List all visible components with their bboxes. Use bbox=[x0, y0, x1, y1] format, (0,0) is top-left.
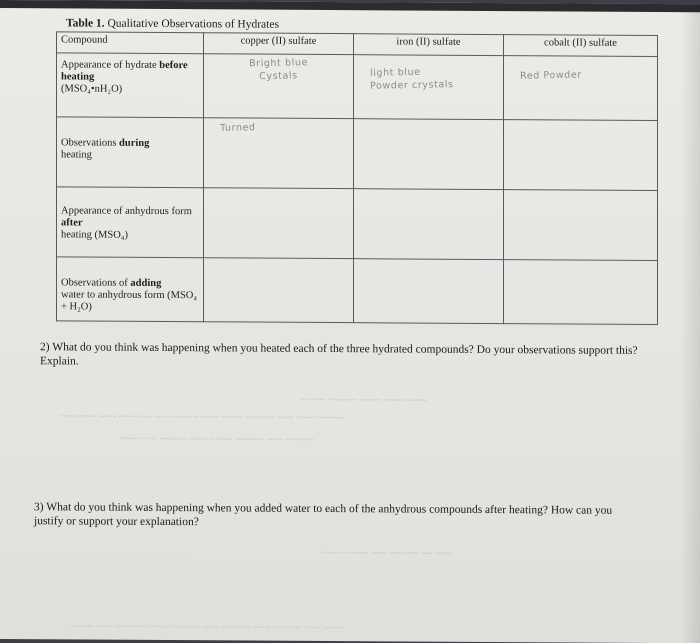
cell-cobalt-during[interactable] bbox=[504, 120, 658, 191]
page-shadow bbox=[680, 4, 700, 643]
handwritten-entry: Red Powder bbox=[519, 69, 582, 82]
bleed-through-text: ~~~~ ~~ ~~~~~ ~~~ ~~~~ ~~~~~ ~~~ ~~~~~ bbox=[120, 433, 315, 446]
question-2: 2) What do you think was happening when you heated each of the three hydrated compounds? Do your observations support this? Explain. bbox=[40, 341, 638, 368]
hydrate-observations-table bbox=[56, 31, 658, 325]
table-row bbox=[57, 187, 658, 261]
cell-iron-during[interactable] bbox=[354, 119, 504, 190]
cell-cobalt-before[interactable] bbox=[504, 56, 658, 121]
header-iron-sulfate: iron (II) sulfate bbox=[354, 34, 504, 56]
cell-iron-water[interactable] bbox=[354, 259, 504, 324]
cell-cobalt-water[interactable] bbox=[504, 260, 658, 325]
row-label-after-heating: Appearance of anhydrous form after heating (MSO₄) bbox=[57, 187, 204, 258]
handwritten-entry: Powder crystals bbox=[369, 79, 454, 92]
handwritten-entry: Cystals bbox=[259, 70, 298, 83]
table-row bbox=[57, 117, 658, 191]
bleed-through-text: ~~~~ ~~~~ ~~~ ~~~~~ ~~ ~~~ bbox=[320, 547, 453, 560]
row-label-before-heating: Appearance of hydrate before heating (MSO₄•nH₂O) bbox=[57, 53, 204, 118]
handwritten-entry: light blue bbox=[369, 66, 421, 79]
bleed-through-text: ~~ ~~~~ ~~~ ~~~~~~ ~~ ~~~~~ ~~~ ~~~~ ~~~~~ ~~~ ~~~ ~~~~~ bbox=[60, 411, 345, 425]
cell-iron-after[interactable] bbox=[354, 189, 504, 260]
bleed-through-text: ~ ~~~ ~~~~~ ~~~~ ~~~ ~~~~ bbox=[300, 394, 427, 407]
cell-iron-before[interactable] bbox=[354, 55, 504, 120]
table-caption-title: Qualitative Observations of Hydrates bbox=[104, 17, 279, 31]
row-label-during-heating: Observations during heating bbox=[57, 117, 204, 188]
table-row bbox=[57, 257, 658, 325]
header-compound: Compound bbox=[57, 32, 204, 54]
table-caption bbox=[66, 17, 279, 30]
page-top-edge bbox=[0, 0, 700, 12]
question-3: 3) What do you think was happening when you added water to each of the anhydrous compounds after heating? How can you justify or support your explanation? bbox=[34, 501, 613, 529]
row-label-adding-water: Observations of adding water to anhydrous form (MSO₄ + H₂O) bbox=[57, 257, 204, 322]
handwritten-entry: Bright blue bbox=[248, 57, 309, 70]
cell-copper-during[interactable] bbox=[204, 118, 354, 189]
cell-copper-water[interactable] bbox=[204, 258, 354, 323]
header-copper-sulfate: copper (II) sulfate bbox=[204, 33, 354, 55]
bleed-through-text: ~~~~ ~~~ ~~~~~ ~~~~ ~~~~~ ~~~ ~~~~~ ~~~ ~~~~~ ~~~ ~~~~ bbox=[70, 621, 347, 635]
header-cobalt-sulfate: cobalt (II) sulfate bbox=[504, 35, 658, 57]
cell-copper-before[interactable] bbox=[204, 54, 354, 119]
table-row bbox=[57, 53, 658, 121]
cell-copper-after[interactable] bbox=[204, 188, 354, 259]
cell-cobalt-after[interactable] bbox=[504, 190, 658, 261]
handwritten-entry: Turned bbox=[219, 122, 256, 134]
table-caption-number: Table 1. bbox=[66, 17, 105, 30]
